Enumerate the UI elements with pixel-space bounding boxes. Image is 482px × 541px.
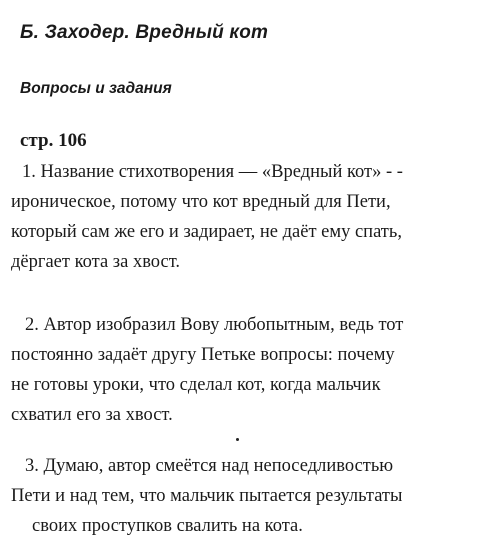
answer-2 [0,310,482,430]
document-title: Б. Заходер. Вредный кот [20,22,269,43]
answer-1-line-2: ироническое, потому что кот вредный для Пети, [11,192,391,212]
answer-2-line-2: постоянно задаёт другу Петьке вопросы: почему [11,345,395,365]
answer-2-line-1: 2. Автор изобразил Вову любопытным, ведь тот [25,315,404,335]
answer-1 [0,157,482,277]
answer-2-line-4: схватил его за хвост. [11,405,173,425]
answer-2-line-3: не готовы уроки, что сделал кот, когда мальчик [11,375,381,395]
answer-1-line-3: который сам же его и задирает, не даёт ему спать, [11,222,402,242]
answer-3-line-2: Пети и над тем, что мальчик пытается результаты [11,486,403,506]
section-heading: Вопросы и задания [20,80,172,97]
page-reference: стр. 106 [20,130,87,151]
answer-3-line-3: своих проступков свалить на кота. [32,516,303,536]
answer-3 [0,451,482,541]
scan-speck [236,438,239,441]
answer-1-line-1: 1. Название стихотворения — «Вредный кот» - - [22,162,403,182]
answer-3-line-1: 3. Думаю, автор смеётся над непоседливостью [25,456,394,476]
answer-1-line-4: дёргает кота за хвост. [11,252,181,272]
